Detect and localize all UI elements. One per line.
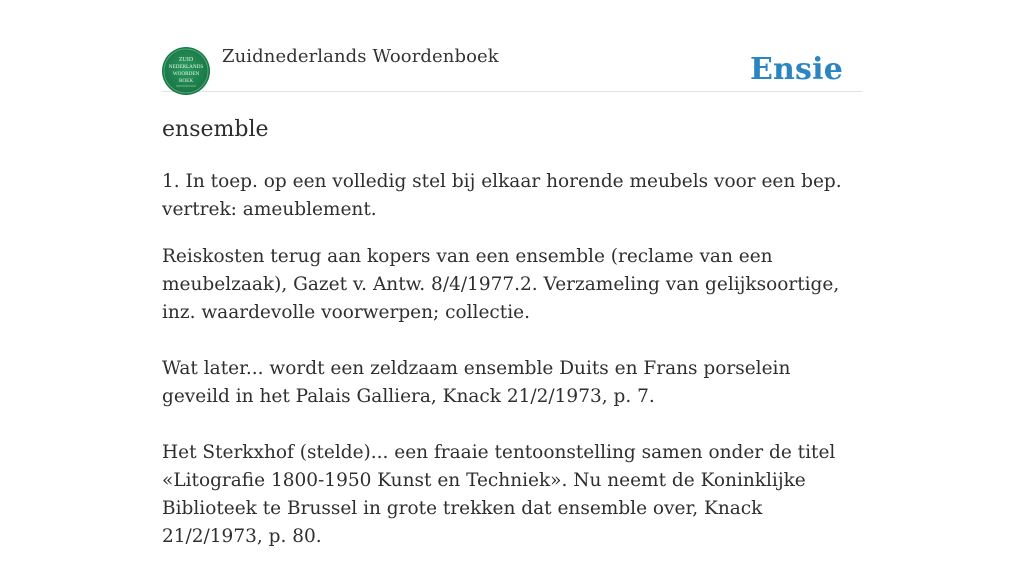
definition-text: 1. In toep. op een volledig stel bij elkaar horende meubels voor een bep. vertrek: ameublement. bbox=[162, 171, 842, 220]
svg-text:WOORDEN: WOORDEN bbox=[172, 71, 200, 77]
example-paragraph: Reiskosten terug aan kopers van een ensemble (reclame van een meubelzaak), Gazet v. Antw. 8/4/1977.2. Verzameling van gelijksoortige, inz. waardevolle voorwerpen; collectie. bbox=[162, 246, 840, 323]
dictionary-logo[interactable] bbox=[162, 47, 210, 95]
entry-term: ensemble bbox=[162, 117, 269, 142]
entry-body bbox=[162, 168, 862, 579]
page-container bbox=[162, 0, 862, 547]
logo-emblem-icon bbox=[162, 47, 210, 95]
ensie-brand-link[interactable]: Ensie bbox=[749, 52, 843, 87]
example-paragraph: Het Sterkxhof (stelde)... een fraaie tentoonstelling samen onder de titel «Litografie 1800-1950 Kunst en Techniek». Nu neemt de Koninklijke Biblioteek te Brussel in grote trekken dat ensemble over, Knack 21/2/1973, p. 80. bbox=[162, 442, 836, 547]
svg-text:BOEK: BOEK bbox=[178, 78, 194, 84]
svg-text:ZUID: ZUID bbox=[178, 57, 194, 63]
example-paragraph: Wat later... wordt een zeldzaam ensemble Duits en Frans porselein geveild in het Palais Galliera, Knack 21/2/1973, p. 7. bbox=[162, 358, 791, 407]
svg-text:NEDERLANDS: NEDERLANDS bbox=[168, 64, 204, 70]
site-header bbox=[162, 0, 862, 92]
site-title[interactable]: Zuidnederlands Woordenboek bbox=[222, 46, 499, 67]
